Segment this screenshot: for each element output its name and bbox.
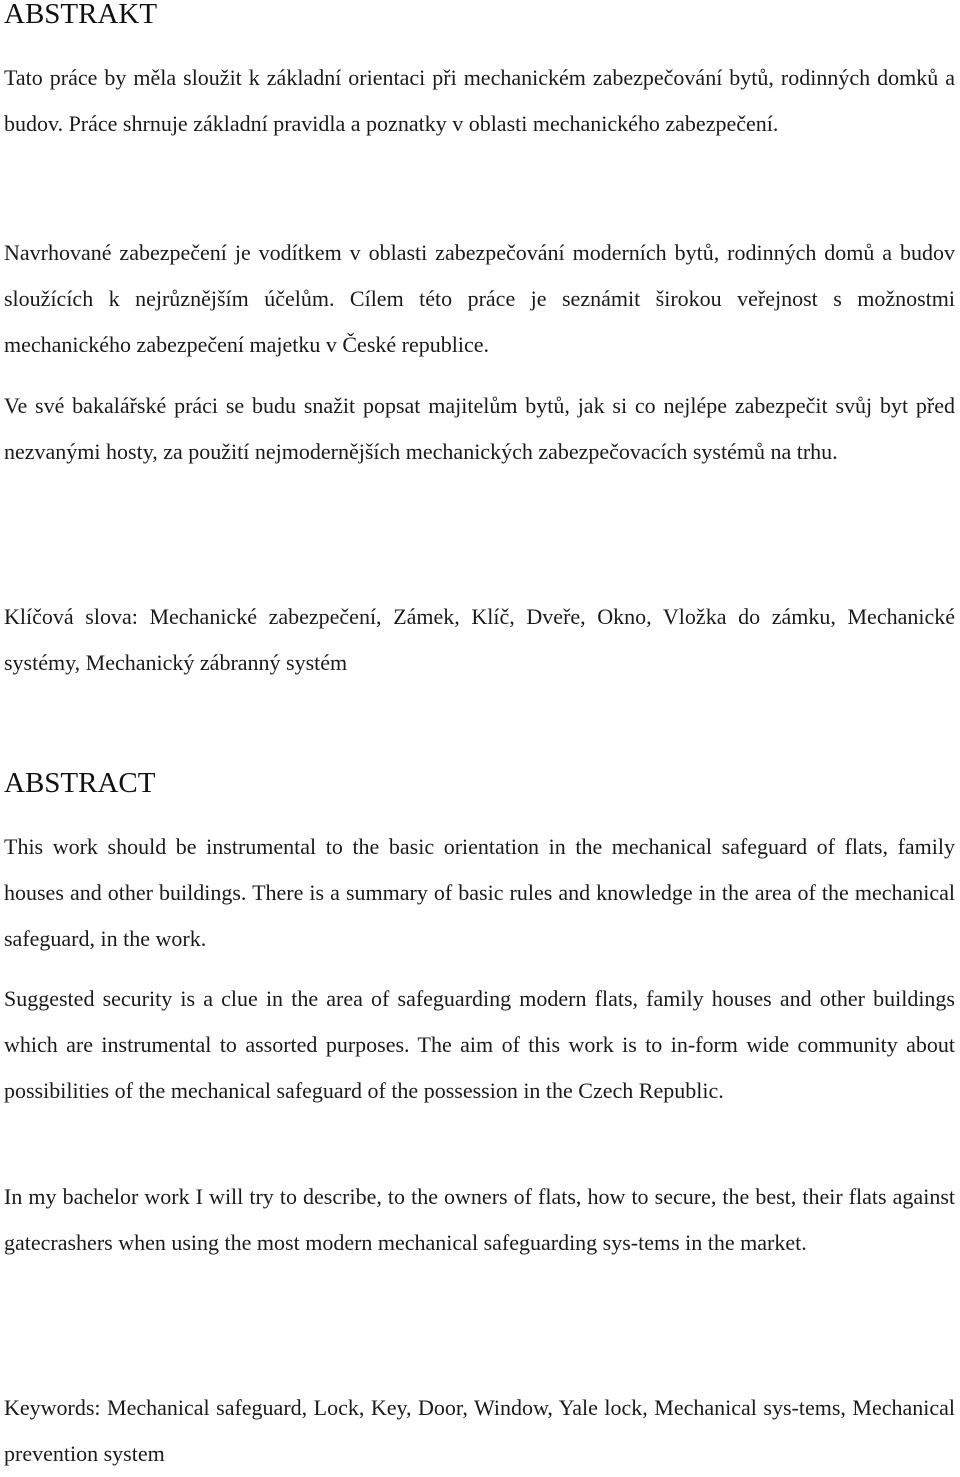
- english-paragraph-2: Suggested security is a clue in the area of safeguarding modern flats, family houses and other buildings which are instrumental to assorted purposes. The aim of this work is to in-form wide community about possibilities of the mechanical safeguard of the possession in the Czech Republic.: [4, 986, 955, 1103]
- czech-abstract-heading: ABSTRAKT: [4, 0, 158, 30]
- czech-paragraph-1: Tato práce by měla sloužit k základní orientaci při mechanickém zabezpečování bytů, rodinných domků a budov. Práce shrnuje základní pravidla a poznatky v oblasti mechanického zabezpečení.: [4, 65, 955, 136]
- czech-paragraph-2: Navrhované zabezpečení je vodítkem v oblasti zabezpečování moderních bytů, rodinných domů a budov sloužících k nejrůznějším účelům. Cílem této práce je seznámit širokou veřejnost s možnostmi mechanického zabezpečení majetku v České republice.: [4, 240, 955, 357]
- czech-keywords: Klíčová slova: Mechanické zabezpečení, Zámek, Klíč, Dveře, Okno, Vložka do zámku, Mechanické systémy, Mechanický zábranný systém: [4, 604, 955, 675]
- english-keywords: Keywords: Mechanical safeguard, Lock, Key, Door, Window, Yale lock, Mechanical sys-tems, Mechanical prevention system: [4, 1395, 955, 1466]
- english-abstract-heading: ABSTRACT: [4, 767, 156, 799]
- czech-paragraph-3: Ve své bakalářské práci se budu snažit popsat majitelům bytů, jak si co nejlépe zabezpečit svůj byt před nezvanými hosty, za použití nejmodernějších mechanických zabezpečovacích systémů na trhu.: [4, 393, 955, 464]
- english-paragraph-3: In my bachelor work I will try to describe, to the owners of flats, how to secure, the best, their flats against gatecrashers when using the most modern mechanical safeguarding sys-tems in the market.: [4, 1184, 955, 1255]
- english-paragraph-1: This work should be instrumental to the basic orientation in the mechanical safeguard of flats, family houses and other buildings. There is a summary of basic rules and knowledge in the area of the mechanical safeguard, in the work.: [4, 834, 955, 951]
